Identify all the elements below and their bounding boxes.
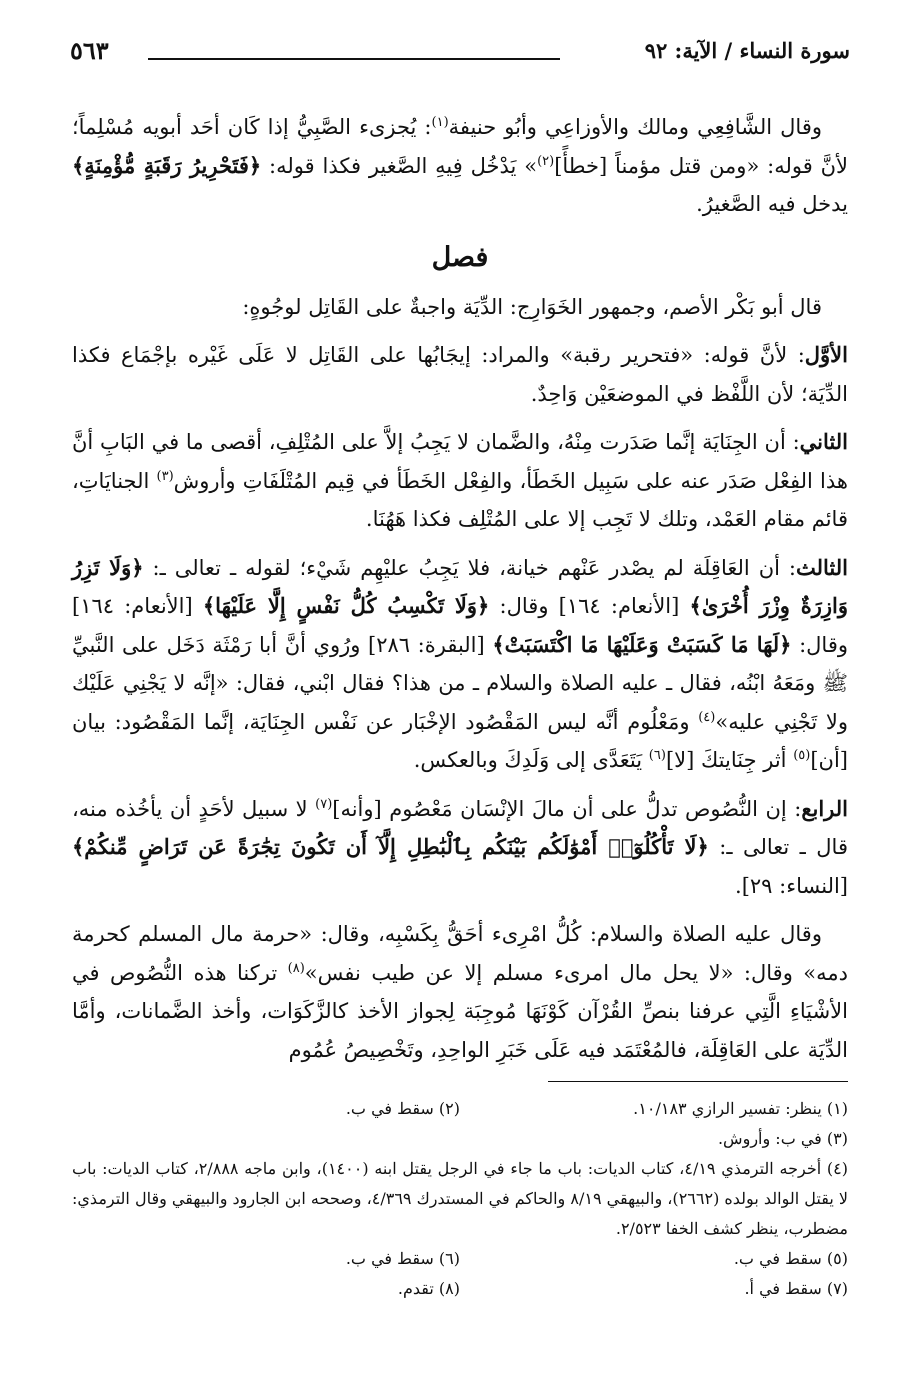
header-rule [148, 58, 560, 60]
footnote-7: (٧) سقط في أ. [744, 1279, 848, 1298]
page-number: ٥٦٣ [70, 36, 109, 65]
paragraph-7: وقال عليه الصلاة والسلام: كُلُّ امْرِىء أحَقُّ بِكَسْبِه، وقال: «حرمة مال المسلم كحرمة دمه» وقال: «لا يحل مال امرىء مسلم إلا عن طيب نفس»$^{(٨)}$ تركنا هذه النُّصُوص في الأشْيَاءِ الَّتِي عرفنا بنصِّ القُرْآن كَوْنَهَا مُوجِبَة لِجواز الأخذ كالزَّكَوَات، وأخذ الضَّمانات، وأمَّا الدِّيَة على العَاقِلَة، فالمُعْتَمَد فيه عَلَى خَبَرِ الواحِدِ، وتَخْصِيصُ عُمُوم [72, 922, 848, 1062]
quran-quote: ﴿وَلَا تَزِرُ وَازِرَةٌ وِزْرَ أُخْرَىٰ﴾ [72, 554, 848, 618]
footnote-ref-4: (٤) [698, 709, 716, 725]
paragraph-1: وقال الشَّافِعِي ومالك والأوزاعِي وأبُو حنيفة$^{(١)}$: يُجزىء الصَّبِيُّ إذا كَان أحَد أبويه مُسْلِماً؛ لأنَّ قوله: «ومن قتل مؤمناً [خطأً]$^{(٢)}$» يَدْخُل فِيهِ الصَّغير فكذا قوله: ﴿فَتَحْرِيرُ رَقَبَةٍ مُّؤْمِنَةٍ﴾ يدخل فيه الصَّغيرُ. [72, 115, 848, 216]
footnote-3: (٣) في ب: وأروش. [717, 1129, 848, 1148]
paragraph-second: الثاني: أن الجِنَايَة إنَّما صَدَرت مِنْهُ، والضَّمان لا يَجِبُ إلاَّ على المُتْلِفِ، أقصى ما في البَابِ أنَّ هذا الفِعْل صَدَر عنه على سَبِيل الخَطَأ، والفِعْل الخَطَأ في قِيم المُتْلَفَاتِ وأروش$^{(٣)}$ الجنايَاتِ، قائم مقام العَمْد، وتلك لا تَجِب إلا على المُتْلِف فكذا هَهُنَا. [72, 429, 848, 531]
quran-quote: ﴿فَتَحْرِيرُ رَقَبَةٍ مُّؤْمِنَةٍ﴾ [72, 152, 262, 178]
main-text [72, 108, 848, 1079]
footnote-2: (٢) سقط في ب. [345, 1099, 460, 1118]
running-header [70, 34, 850, 74]
section-heading: فصل [431, 241, 489, 273]
quran-quote: ﴿لَا تَأْكُلُوٓا۟ أَمْوَٰلَكُم بَيْنَكُم بِٱلْبَٰطِلِ إِلَّآ أَن تَكُونَ تِجَٰرَةً عَن تَرَاضٍ مِّنكُمْ﴾ [72, 834, 709, 859]
footnote-ref-8: (٨) [287, 960, 305, 976]
footnote-row [72, 1274, 848, 1304]
footnote-ref-3: (٣) [156, 468, 174, 484]
footnote-row [72, 1244, 848, 1274]
point-label: الأوَّل [804, 342, 848, 367]
footnotes [72, 1094, 848, 1304]
footnote-4: (٤) أخرجه الترمذي ٤/١٩، كتاب الديات: باب ما جاء في الرجل يقتل ابنه (١٤٠٠)، وابن ماجه ٢/٨٨٨، كتاب الديات: باب لا يقتل الوالد بولده (٢٦٦٢)، والبيهقي ٨/١٩ والحاكم في المستدرك ٤/٣٦٩، وصححه ابن الجارود والبيهقي وقال الترمذي: مضطرب، ينظر كشف الخفا ٢/٥٢٣. [72, 1159, 849, 1238]
footnote-ref-2: (٢) [537, 153, 555, 169]
quran-quote: ﴿لَهَا مَا كَسَبَتْ وَعَلَيْهَا مَا اكْتَسَبَتْ﴾ [492, 631, 792, 657]
paragraph-third: الثالث: أن العَاقِلَة لم يصْدر عَنْهم خيانة، فلا يَجِبُ عليْهِم شَيْء؛ لقوله ـ تعالى ـ: ﴿وَلَا تَزِرُ وَازِرَةٌ وِزْرَ أُخْرَىٰ﴾ [الأنعام: ١٦٤] وقال: ﴿وَلَا تَكْسِبُ كُلُّ نَفْسٍ إِلَّا عَلَيْهَا﴾ [الأنعام: ١٦٤] وقال: ﴿لَهَا مَا كَسَبَتْ وَعَلَيْهَا مَا اكْتَسَبَتْ﴾ [البقرة: ٢٨٦] ورُوي أنَّ أبا رَمْثَة دَخَل على النَّبيِّ ﷺ ومَعَهُ ابْنُه، فقال ـ عليه الصلاة والسلام ـ من هذا؟ فقال ابْني، فقال: «إنَّه لا يَجْنِي عَلَيْك ولا تَجْنِي عليه»$^{(٤)}$ ومَعْلُوم أنَّه ليس المَقْصُود الإخْبَار عن نَفْس الجِنَايَة، إنَّما المَقْصُود: بيان [أن]$^{(٥)}$ أثر جِنَايتكَ [لا]$^{(٦)}$ يَتَعَدَّى إلى وَلَدِكَ وبالعكس. [72, 554, 849, 772]
footnote-6: (٦) سقط في ب. [345, 1249, 460, 1268]
footnote-ref-1: (١) [431, 115, 449, 130]
footnote-ref-7: (٧) [315, 796, 333, 812]
footnote-1: (١) ينظر: تفسير الرازي ١٠/١٨٣. [633, 1099, 848, 1118]
footnote-8: (٨) تقدم. [397, 1279, 460, 1298]
point-label: الثالث [796, 554, 848, 580]
header-title: سورة النساء / الآية: ٩٢ [644, 38, 850, 63]
point-label: الرابع [801, 795, 848, 821]
quran-quote: ﴿وَلَا تَكْسِبُ كُلُّ نَفْسٍ إِلَّا عَلَيْهَا﴾ [202, 593, 490, 618]
paragraph-2: قال أبو بَكْر الأصم، وجمهور الخَوَارِج: الدِّيَة واجبةٌ على القَاتِل لوجُوهٍ: [242, 294, 822, 319]
footnote-row [72, 1094, 848, 1124]
footnote-separator [548, 1081, 848, 1082]
paragraph-fourth: الرابع: إن النُّصُوص تدلُّ على أن مالَ الإنْسَان مَعْصُوم [وأنه]$^{(٧)}$ لا سبيل لأحَدٍ أن يأخُذه منه، قال ـ تعالى ـ: ﴿لَا تَأْكُلُوٓا۟ أَمْوَٰلَكُم بَيْنَكُم بِٱلْبَٰطِلِ إِلَّآ أَن تَكُونَ تِجَٰرَةً عَن تَرَاضٍ مِّنكُمْ﴾ [النساء: ٢٩]. [72, 795, 848, 898]
footnote-row [72, 1124, 848, 1154]
footnote-5: (٥) سقط في ب. [733, 1249, 848, 1268]
point-label: الثاني [799, 429, 848, 454]
footnote-ref-5: (٥) [793, 748, 811, 763]
footnote-ref-6: (٦) [648, 748, 666, 763]
paragraph-first: الأوَّل: لأنَّ قوله: «فتحرير رقبة» والمراد: إيجَابُها على القَاتِل لا عَلَى غَيْره بإجْمَاع فكذا الدِّيَة؛ لأن اللَّفْظ في الموضعَيْن وَاحِدٌ. [72, 342, 848, 406]
